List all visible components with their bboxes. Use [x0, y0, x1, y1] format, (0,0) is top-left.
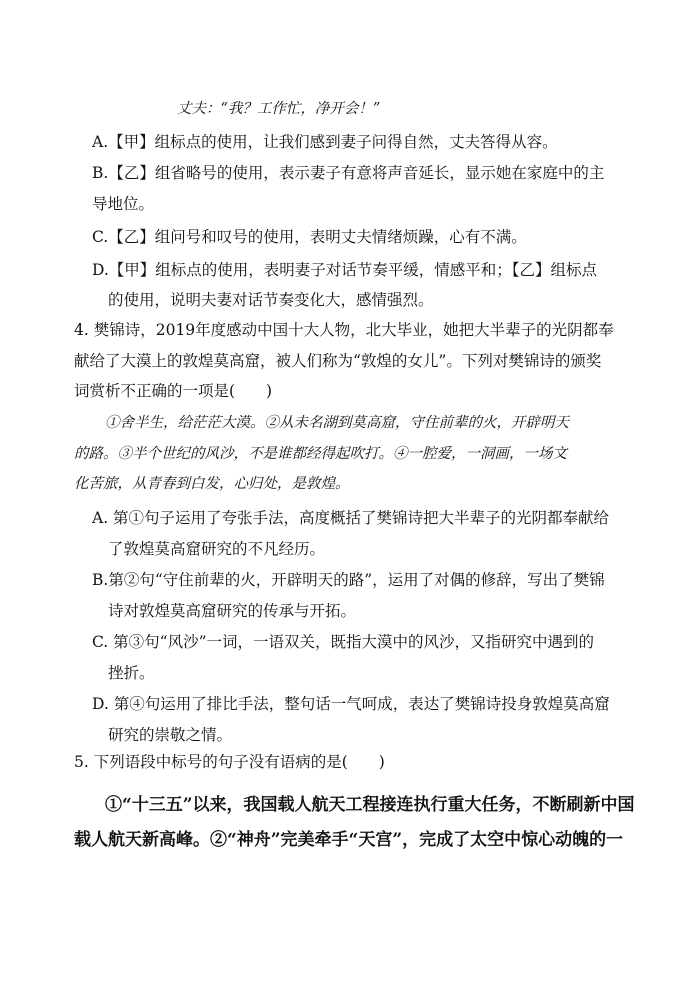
q3-option-c: C.【乙】组问号和叹号的使用，表明丈夫情绪烦躁，心有不满。: [92, 228, 527, 246]
q4-option-a-cont: 了敦煌莫高窟研究的不凡经历。: [108, 540, 326, 558]
award-text-line-2: 的路。③半个世纪的风沙，不是谁都经得起吹打。④一腔爱，一洞画，一场文: [74, 446, 567, 462]
question-4-stem-cont2: 词赏析不正确的一项是( ): [74, 382, 273, 400]
passage-line-1: ①“十三五”以来，我国载人航天工程接连执行重大任务，不断刷新中国: [105, 795, 635, 815]
dialogue-line: 丈夫：“我？工作忙，净开会！”: [177, 101, 381, 117]
question-5-stem: 5. 下列语段中标号的句子没有语病的是( ): [74, 753, 385, 771]
q3-option-a: A.【甲】组标点的使用，让我们感到妻子问得自然，丈夫答得从容。: [92, 133, 558, 151]
passage-line-2: 载人航天新高峰。②“神舟”完美牵手“天宫”，完成了太空中惊心动魄的一: [74, 830, 624, 850]
award-text-line-1: ①舍半生，给茫茫大漠。②从未名湖到莫高窟，守住前辈的火，开辟明天: [105, 415, 569, 431]
q4-option-a: A. 第①句子运用了夸张手法，高度概括了樊锦诗把大半辈子的光阴都奉献给: [92, 509, 610, 527]
q3-option-d-cont: 的使用，说明夫妻对话节奏变化大，感情强烈。: [108, 291, 434, 309]
q4-option-c: C. 第③句“风沙”一词，一语双关，既指大漠中的风沙，又指研究中遇到的: [92, 633, 595, 651]
q3-option-b-cont: 导地位。: [92, 195, 155, 213]
q4-option-b: B.第②句“守住前辈的火，开辟明天的路”，运用了对偶的修辞，写出了樊锦: [92, 571, 605, 589]
question-4-stem-cont: 献给了大漠上的敦煌莫高窟，被人们称为“敦煌的女儿”。下列对樊锦诗的颁奖: [74, 352, 602, 370]
award-text-line-3: 化苦旅，从青春到白发，心归处，是敦煌。: [74, 476, 350, 492]
q4-option-c-cont: 挫折。: [108, 664, 155, 682]
q3-option-b: B.【乙】组省略号的使用，表示妻子有意将声音延长，显示她在家庭中的主: [92, 164, 605, 182]
q3-option-d: D.【甲】组标点的使用，表明妻子对话节奏平缓，情感平和；【乙】组标点: [92, 261, 598, 279]
question-4-stem: 4. 樊锦诗，2019年度感动中国十大人物，北大毕业，她把大半辈子的光阴都奉: [74, 321, 614, 339]
q4-option-b-cont: 诗对敦煌莫高窟研究的传承与开拓。: [108, 602, 357, 620]
q4-option-d-cont: 研究的崇敬之情。: [108, 726, 233, 744]
q4-option-d: D. 第④句运用了排比手法，整句话一气呵成，表达了樊锦诗投身敦煌莫高窟: [92, 695, 610, 713]
